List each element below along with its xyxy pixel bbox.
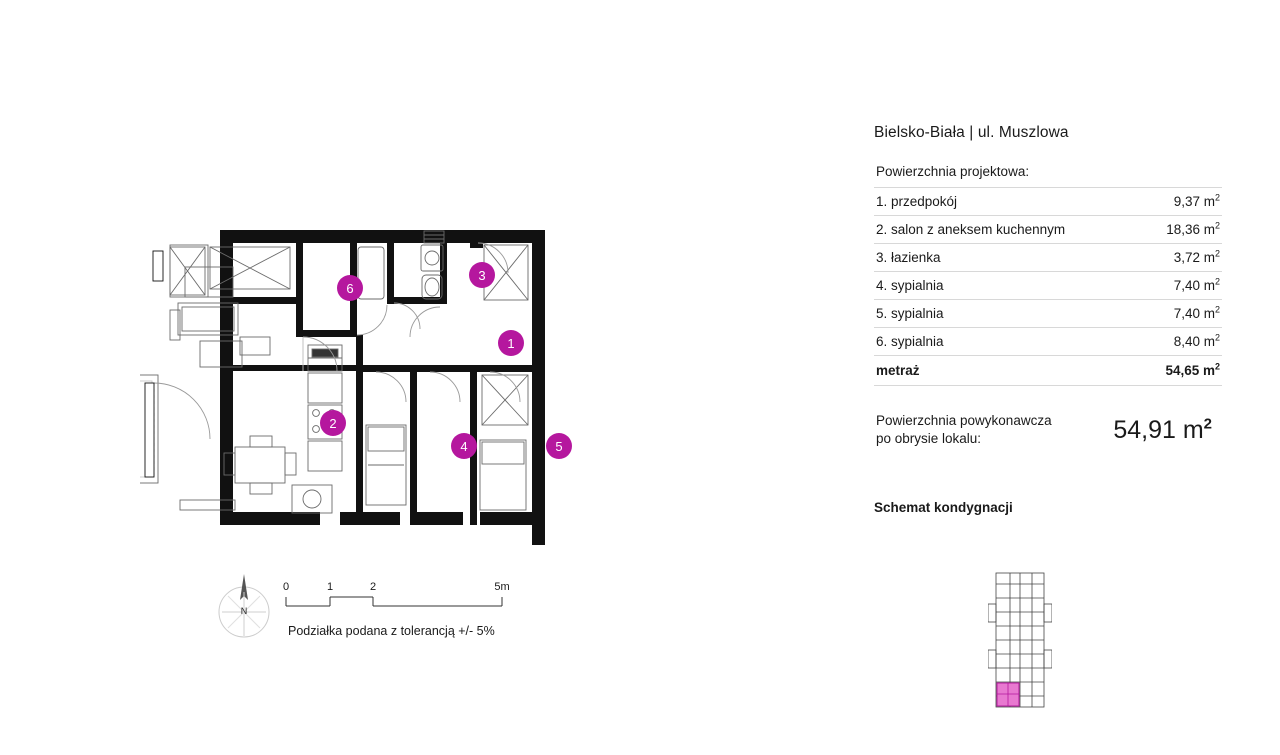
scale-tick-0: 0 bbox=[282, 581, 290, 593]
room-marker-5: 5 bbox=[546, 433, 572, 459]
room-marker-4: 4 bbox=[451, 433, 477, 459]
scale-tolerance-note: Podziałka podana z tolerancją +/- 5% bbox=[288, 624, 495, 638]
room-area: 7,40 $m^2$ bbox=[1173, 304, 1220, 321]
table-row-total bbox=[874, 356, 1222, 386]
total-label: metraż bbox=[876, 363, 920, 378]
room-marker-1: 1 bbox=[498, 330, 524, 356]
scale-tick-2: 2 bbox=[369, 581, 377, 593]
table-row bbox=[874, 328, 1222, 356]
final-area-value: 54,91 $m^2$ bbox=[1113, 415, 1212, 444]
floor-schema bbox=[988, 570, 1052, 710]
room-name: 3. łazienka bbox=[876, 250, 941, 265]
final-area-label-line2: po obrysie lokalu: bbox=[876, 431, 982, 447]
room-area: 7,40 $m^2$ bbox=[1173, 276, 1220, 293]
scale-bar bbox=[280, 578, 520, 618]
scale-tick-1: 1 bbox=[326, 581, 334, 593]
room-name: 2. salon z aneksem kuchennym bbox=[876, 222, 1066, 237]
scale-tick-5m: 5m bbox=[494, 581, 510, 593]
page-title: Bielsko-Biała | ul. Muszlowa bbox=[874, 124, 1069, 141]
info-panel bbox=[874, 124, 1222, 448]
table-row bbox=[874, 272, 1222, 300]
table-row bbox=[874, 216, 1222, 244]
table-row bbox=[874, 244, 1222, 272]
floor-plan bbox=[140, 215, 660, 565]
final-area-label bbox=[876, 412, 1052, 448]
area-table bbox=[874, 187, 1222, 386]
room-marker-2: 2 bbox=[320, 410, 346, 436]
final-area-label-line1: Powierzchnia powykonawcza bbox=[876, 413, 1052, 428]
room-area: 3,72 $m^2$ bbox=[1173, 248, 1220, 265]
floor-plan-svg bbox=[140, 215, 660, 565]
room-area: 8,40 $m^2$ bbox=[1173, 332, 1220, 349]
area-table-caption: Powierzchnia projektowa: bbox=[876, 164, 1030, 179]
room-name: 6. sypialnia bbox=[876, 334, 944, 349]
room-area: 18,36 $m^2$ bbox=[1166, 220, 1220, 237]
room-marker-6: 6 bbox=[337, 275, 363, 301]
total-area: 54,65 $m^2$ bbox=[1165, 361, 1220, 378]
schema-title: Schemat kondygnacji bbox=[874, 500, 1013, 515]
compass-north-label: N bbox=[240, 606, 248, 616]
room-name: 4. sypialnia bbox=[876, 278, 944, 293]
table-row bbox=[874, 300, 1222, 328]
room-name: 5. sypialnia bbox=[876, 306, 944, 321]
table-row bbox=[874, 188, 1222, 216]
room-name: 1. przedpokój bbox=[876, 194, 958, 209]
room-marker-3: 3 bbox=[469, 262, 495, 288]
room-area: 9,37 $m^2$ bbox=[1173, 192, 1220, 209]
walls-group bbox=[220, 230, 545, 545]
compass-rose bbox=[216, 570, 272, 640]
final-area-block bbox=[874, 412, 1222, 448]
